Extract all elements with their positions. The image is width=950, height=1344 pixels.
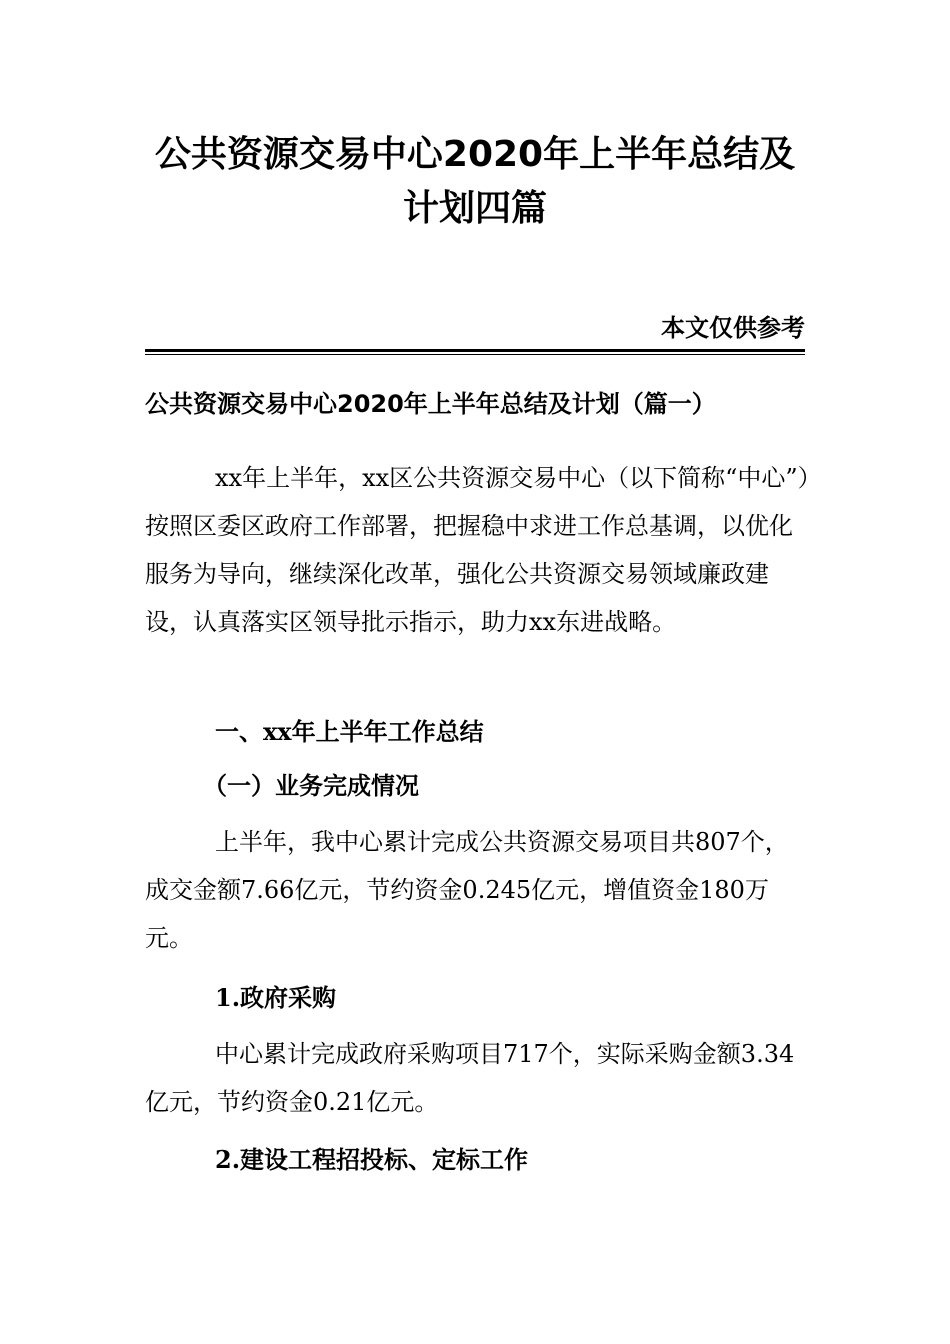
subsection-one-heading: （一）业务完成情况 [203, 771, 419, 800]
document-title: 公共资源交易中心2020年上半年总结及计划四篇 [154, 134, 796, 229]
procurement-paragraph: 中心累计完成政府采购项目717个，实际采购金额3.34亿元，节约资金0.21亿元。 [145, 1040, 795, 1116]
reference-note: 本文仅供参考 [661, 313, 805, 342]
business-summary-paragraph: 上半年，我中心累计完成公共资源交易项目共807个，成交金额7.66亿元，节约资金0.245亿元，增值资金180万元。 [145, 828, 789, 952]
article-subtitle: 公共资源交易中心2020年上半年总结及计划（篇一） [145, 390, 716, 418]
header-divider-thick [145, 349, 805, 352]
item-two-heading: 2.建设工程招投标、定标工作 [215, 1145, 529, 1174]
intro-paragraph: xx年上半年，xx区公共资源交易中心（以下简称“中心”）按照区委区政府工作部署，把握稳中求进工作总基调，以优化服务为导向，继续深化改革，强化公共资源交易领域廉政建设，认真落实区领导批示指示，助力xx东进战略。 [145, 464, 810, 636]
item-one-heading: 1.政府采购 [215, 983, 337, 1012]
section-one-heading: 一、xx年上半年工作总结 [215, 717, 484, 746]
header-divider-thin [145, 354, 805, 355]
